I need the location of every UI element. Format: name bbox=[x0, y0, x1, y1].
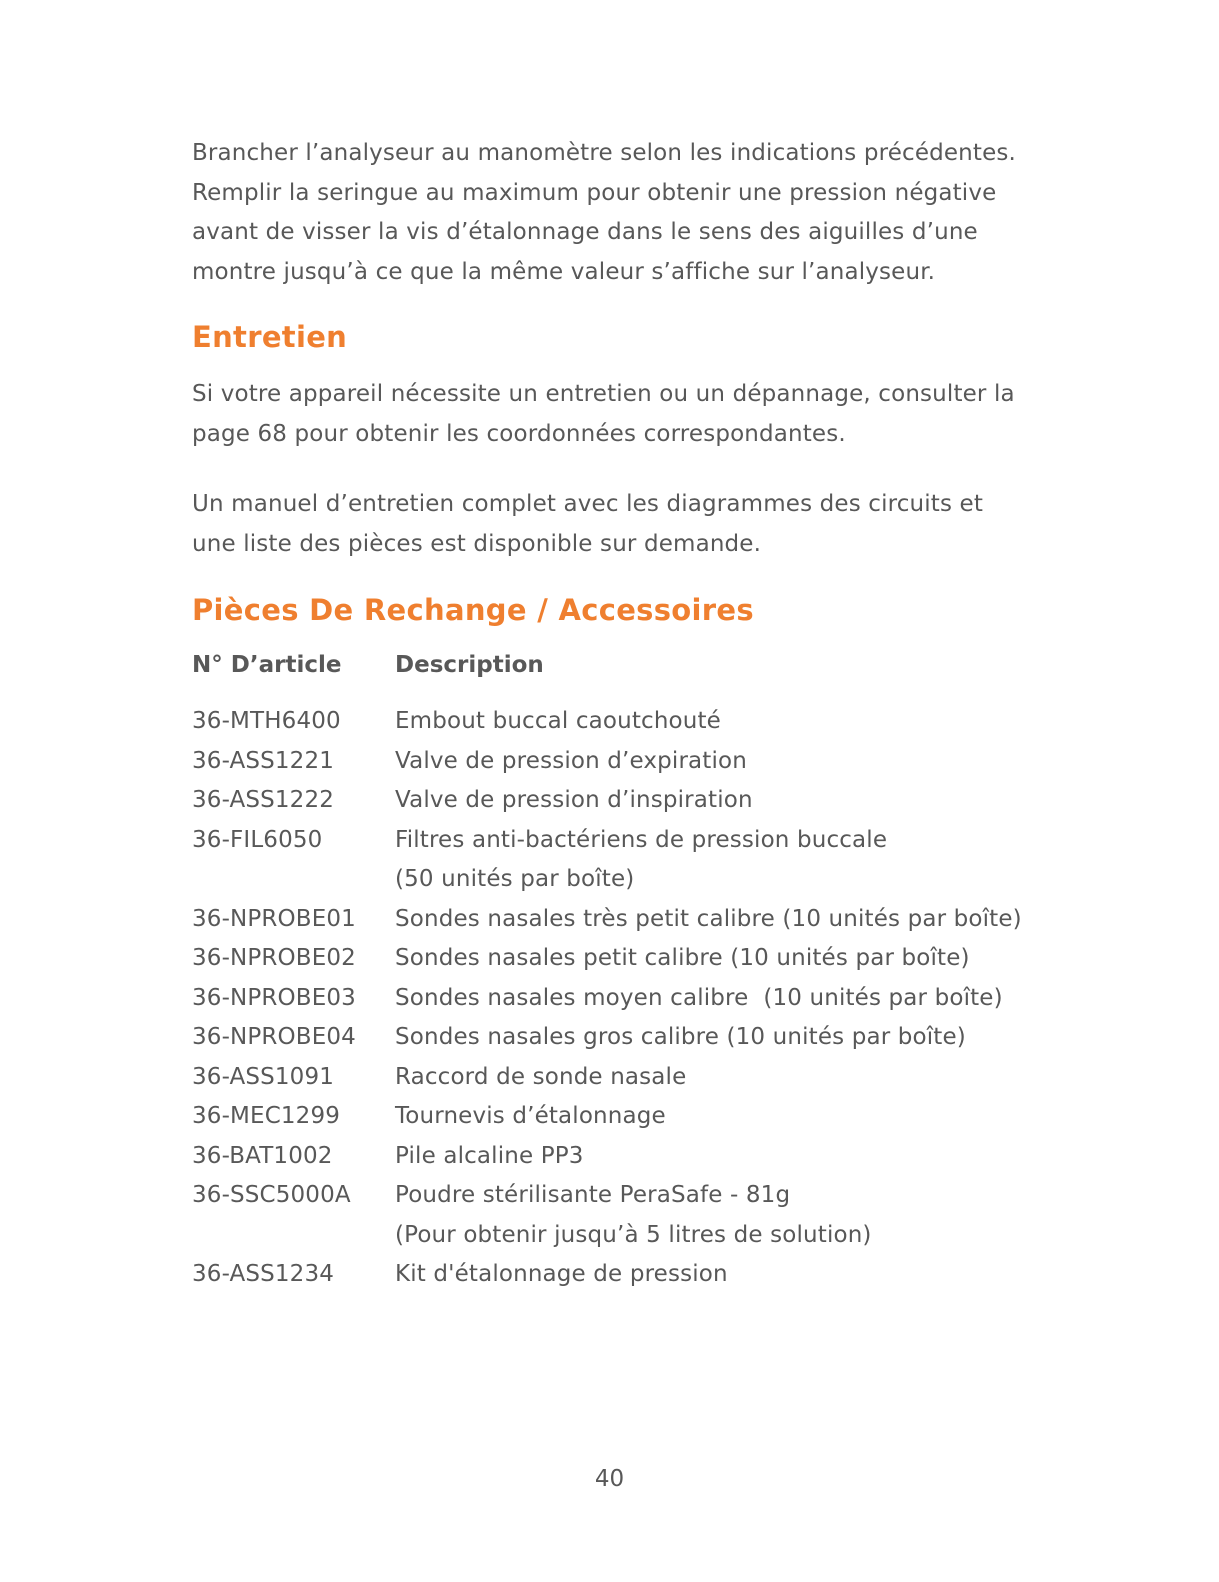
intro-line: montre jusqu’à ce que la même valeur s’affiche sur l’analyseur. bbox=[192, 258, 936, 285]
article-description bbox=[395, 1097, 666, 1137]
article-description bbox=[395, 939, 970, 979]
article-description bbox=[395, 900, 1022, 940]
description-line: Sondes nasales gros calibre (10 unités par boîte) bbox=[395, 1024, 966, 1050]
description-line: Sondes nasales très petit calibre (10 unités par boîte) bbox=[395, 905, 1022, 932]
description-line: Tournevis d’étalonnage bbox=[395, 1103, 666, 1129]
article-code: 36-ASS1091 bbox=[192, 1063, 335, 1090]
description-line: Poudre stérilisante PeraSafe - 81g bbox=[395, 1182, 791, 1208]
entretien-line: Si votre appareil nécessite un entretien ou un dépannage, consulter la bbox=[192, 381, 1015, 407]
article-code: 36-NPROBE02 bbox=[192, 945, 356, 971]
entretien-line: page 68 pour obtenir les coordonnées correspondantes. bbox=[192, 420, 846, 447]
entretien-line: une liste des pièces est disponible sur demande. bbox=[192, 530, 762, 557]
entretien-heading: Entretien bbox=[192, 320, 348, 354]
description-line: Sondes nasales moyen calibre (10 unités par boîte) bbox=[395, 984, 1003, 1011]
article-code: 36-BAT1002 bbox=[192, 1142, 333, 1169]
article-code: 36-NPROBE01 bbox=[192, 905, 356, 932]
column-header-code: N° D’article bbox=[192, 652, 342, 678]
entretien-paragraph-2 bbox=[192, 485, 1072, 564]
intro-line: Brancher l’analyseur au manomètre selon les indications précédentes. bbox=[192, 140, 1016, 166]
entretien-paragraph-1 bbox=[192, 375, 1072, 454]
article-description bbox=[395, 702, 721, 742]
article-code: 36-ASS1221 bbox=[192, 747, 335, 774]
page-number: 40 bbox=[594, 1466, 625, 1492]
description-line: Kit d'étalonnage de pression bbox=[395, 1261, 728, 1287]
description-line: Embout buccal caoutchouté bbox=[395, 708, 721, 734]
article-code: 36-ASS1234 bbox=[192, 1261, 335, 1287]
article-code: 36-NPROBE04 bbox=[192, 1024, 356, 1050]
article-code: 36-SSC5000A bbox=[192, 1182, 351, 1208]
article-description bbox=[395, 1255, 728, 1295]
article-code: 36-ASS1222 bbox=[192, 787, 335, 813]
description-line: Pile alcaline PP3 bbox=[395, 1142, 584, 1169]
article-description bbox=[395, 742, 747, 782]
description-line: (Pour obtenir jusqu’à 5 litres de solution) bbox=[395, 1221, 872, 1248]
intro-line: Remplir la seringue au maximum pour obtenir une pression négative bbox=[192, 179, 997, 206]
description-line: Filtres anti-bactériens de pression buccale bbox=[395, 826, 888, 853]
article-description bbox=[395, 1018, 966, 1058]
article-description bbox=[395, 781, 753, 821]
article-description bbox=[395, 821, 887, 900]
intro-line: avant de visser la vis d’étalonnage dans le sens des aiguilles d’une bbox=[192, 219, 978, 245]
article-code: 36-NPROBE03 bbox=[192, 984, 356, 1011]
article-description bbox=[395, 1058, 686, 1098]
description-line: Valve de pression d’inspiration bbox=[395, 787, 753, 813]
entretien-line: Un manuel d’entretien complet avec les diagrammes des circuits et bbox=[192, 491, 984, 517]
intro-paragraph bbox=[192, 134, 1072, 292]
description-line: Raccord de sonde nasale bbox=[395, 1063, 687, 1090]
description-line: Valve de pression d’expiration bbox=[395, 747, 747, 774]
article-description bbox=[395, 1176, 872, 1255]
article-description bbox=[395, 1137, 584, 1177]
article-description bbox=[395, 979, 1003, 1019]
description-line: Sondes nasales petit calibre (10 unités par boîte) bbox=[395, 945, 970, 971]
article-code: 36-MTH6400 bbox=[192, 708, 341, 734]
description-line: (50 unités par boîte) bbox=[395, 866, 635, 892]
article-code: 36-FIL6050 bbox=[192, 826, 323, 853]
article-code: 36-MEC1299 bbox=[192, 1103, 341, 1129]
pieces-heading: Pièces De Rechange / Accessoires bbox=[192, 593, 754, 627]
column-header-description: Description bbox=[395, 652, 544, 678]
